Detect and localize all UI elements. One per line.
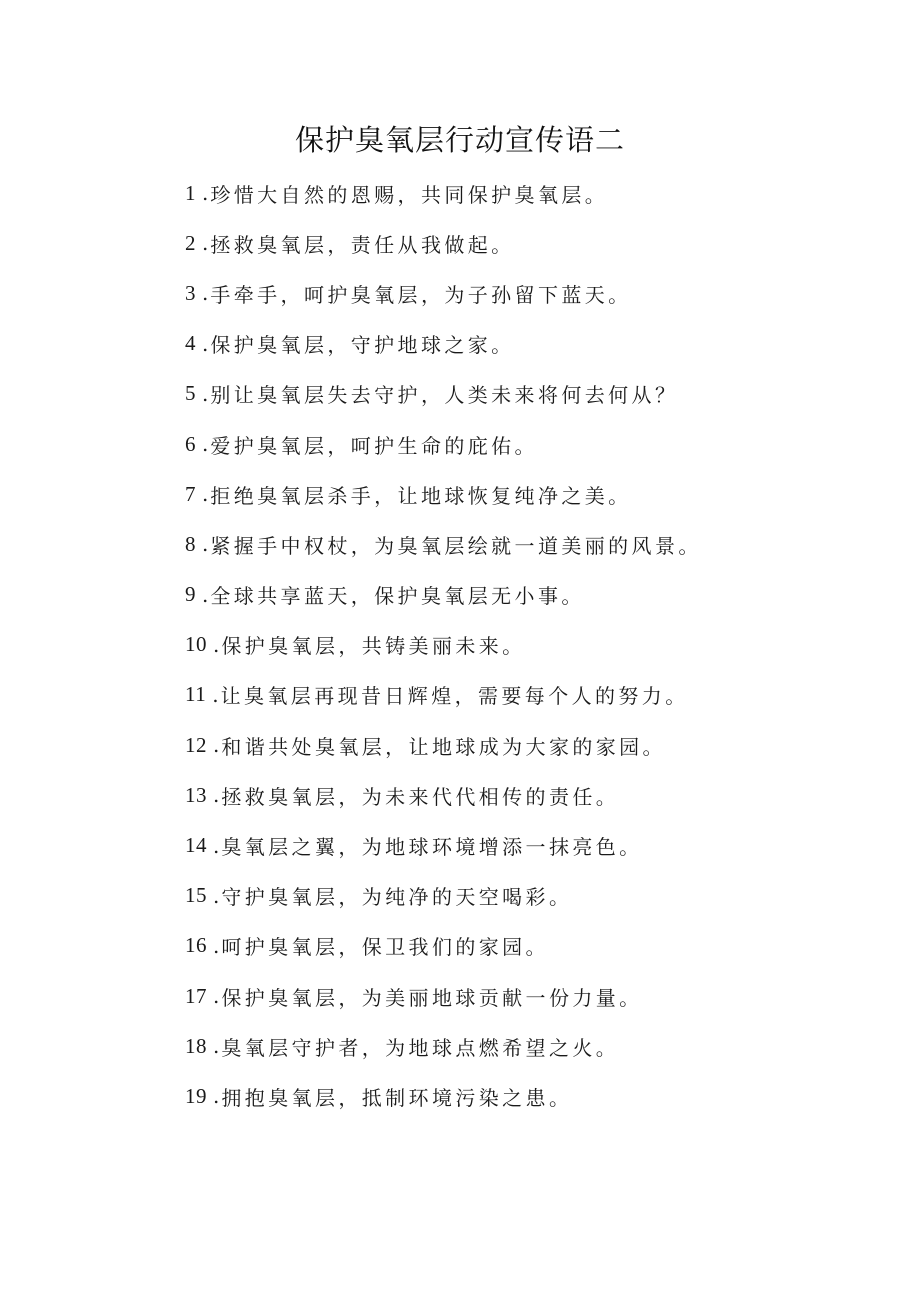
item-text: 拯救臭氧层，责任从我做起。: [210, 232, 515, 257]
item-number: 1: [185, 180, 196, 205]
list-item: 12 . 和谐共处臭氧层，让地球成为大家的家园。: [185, 732, 666, 759]
list-item: 6 . 爱护臭氧层，呵护生命的庇佑。: [185, 431, 538, 458]
list-item: 10 . 保护臭氧层，共铸美丽未来。: [185, 632, 526, 659]
item-text: 拥抱臭氧层，抵制环境污染之患。: [221, 1085, 573, 1110]
item-text: 保护臭氧层，共铸美丽未来。: [221, 634, 526, 659]
item-text: 全球共享蓝天，保护臭氧层无小事。: [210, 584, 585, 609]
item-text: 拒绝臭氧层杀手，让地球恢复纯净之美。: [210, 483, 632, 508]
item-number: 4: [185, 331, 196, 356]
item-text: 呵护臭氧层，保卫我们的家园。: [221, 935, 549, 960]
list-item: 1 . 珍惜大自然的恩赐，共同保护臭氧层。: [185, 180, 609, 207]
list-item: 2 . 拯救臭氧层，责任从我做起。: [185, 230, 515, 257]
list-item: 18 . 臭氧层守护者，为地球点燃希望之火。: [185, 1033, 620, 1060]
item-text: 爱护臭氧层，呵护生命的庇佑。: [210, 433, 538, 458]
page-title: 保护臭氧层行动宣传语二: [294, 123, 625, 157]
item-number: 9: [185, 582, 196, 607]
list-item: 13 . 拯救臭氧层，为未来代代相传的责任。: [185, 782, 620, 809]
item-number: 12: [185, 732, 207, 757]
list-item: 16 . 呵护臭氧层，保卫我们的家园。: [185, 933, 549, 960]
item-number: 19: [185, 1083, 207, 1108]
item-number: 16: [185, 933, 207, 958]
list-item: 8 . 紧握手中权杖，为臭氧层绘就一道美丽的风景。: [185, 531, 702, 558]
list-item: 11 . 让臭氧层再现昔日辉煌，需要每个人的努力。: [185, 682, 689, 709]
list-item: 7 . 拒绝臭氧层杀手，让地球恢复纯净之美。: [185, 481, 632, 508]
item-text: 保护臭氧层，为美丽地球贡献一份力量。: [221, 985, 643, 1010]
item-text: 手牵手，呵护臭氧层，为子孙留下蓝天。: [210, 282, 632, 307]
item-number: 6: [185, 431, 196, 456]
list-item: 5 . 别让臭氧层失去守护，人类未来将何去何从？: [185, 381, 679, 408]
item-text: 臭氧层之翼，为地球环境增添一抹亮色。: [221, 835, 643, 860]
list-item: 4 . 保护臭氧层，守护地球之家。: [185, 331, 515, 358]
item-number: 3: [185, 280, 196, 305]
item-text: 守护臭氧层，为纯净的天空喝彩。: [221, 885, 573, 910]
item-text: 臭氧层守护者，为地球点燃希望之火。: [221, 1035, 620, 1060]
list-item: 14 . 臭氧层之翼，为地球环境增添一抹亮色。: [185, 833, 643, 860]
item-number: 10: [185, 632, 207, 657]
item-number: 18: [185, 1033, 207, 1058]
item-text: 珍惜大自然的恩赐，共同保护臭氧层。: [210, 182, 609, 207]
item-text: 和谐共处臭氧层，让地球成为大家的家园。: [221, 734, 666, 759]
item-number: 17: [185, 983, 207, 1008]
list-item: 19 . 拥抱臭氧层，抵制环境污染之患。: [185, 1083, 573, 1110]
item-text: 紧握手中权杖，为臭氧层绘就一道美丽的风景。: [210, 533, 702, 558]
item-number: 8: [185, 531, 196, 556]
item-number: 5: [185, 381, 196, 406]
item-number: 2: [185, 230, 196, 255]
item-text: 拯救臭氧层，为未来代代相传的责任。: [221, 784, 620, 809]
item-number: 11: [185, 682, 207, 707]
item-number: 15: [185, 883, 207, 908]
list-item: 15 . 守护臭氧层，为纯净的天空喝彩。: [185, 883, 573, 910]
item-text: 别让臭氧层失去守护，人类未来将何去何从？: [210, 383, 679, 408]
list-item: 17 . 保护臭氧层，为美丽地球贡献一份力量。: [185, 983, 643, 1010]
list-item: 9 . 全球共享蓝天，保护臭氧层无小事。: [185, 582, 585, 609]
list-item: 3 . 手牵手，呵护臭氧层，为子孙留下蓝天。: [185, 280, 632, 307]
item-number: 7: [185, 481, 196, 506]
slogan-list: [185, 168, 885, 1122]
item-number: 13: [185, 782, 207, 807]
item-text: 保护臭氧层，守护地球之家。: [210, 333, 515, 358]
item-number: 14: [185, 833, 207, 858]
item-text: 让臭氧层再现昔日辉煌，需要每个人的努力。: [220, 684, 689, 709]
